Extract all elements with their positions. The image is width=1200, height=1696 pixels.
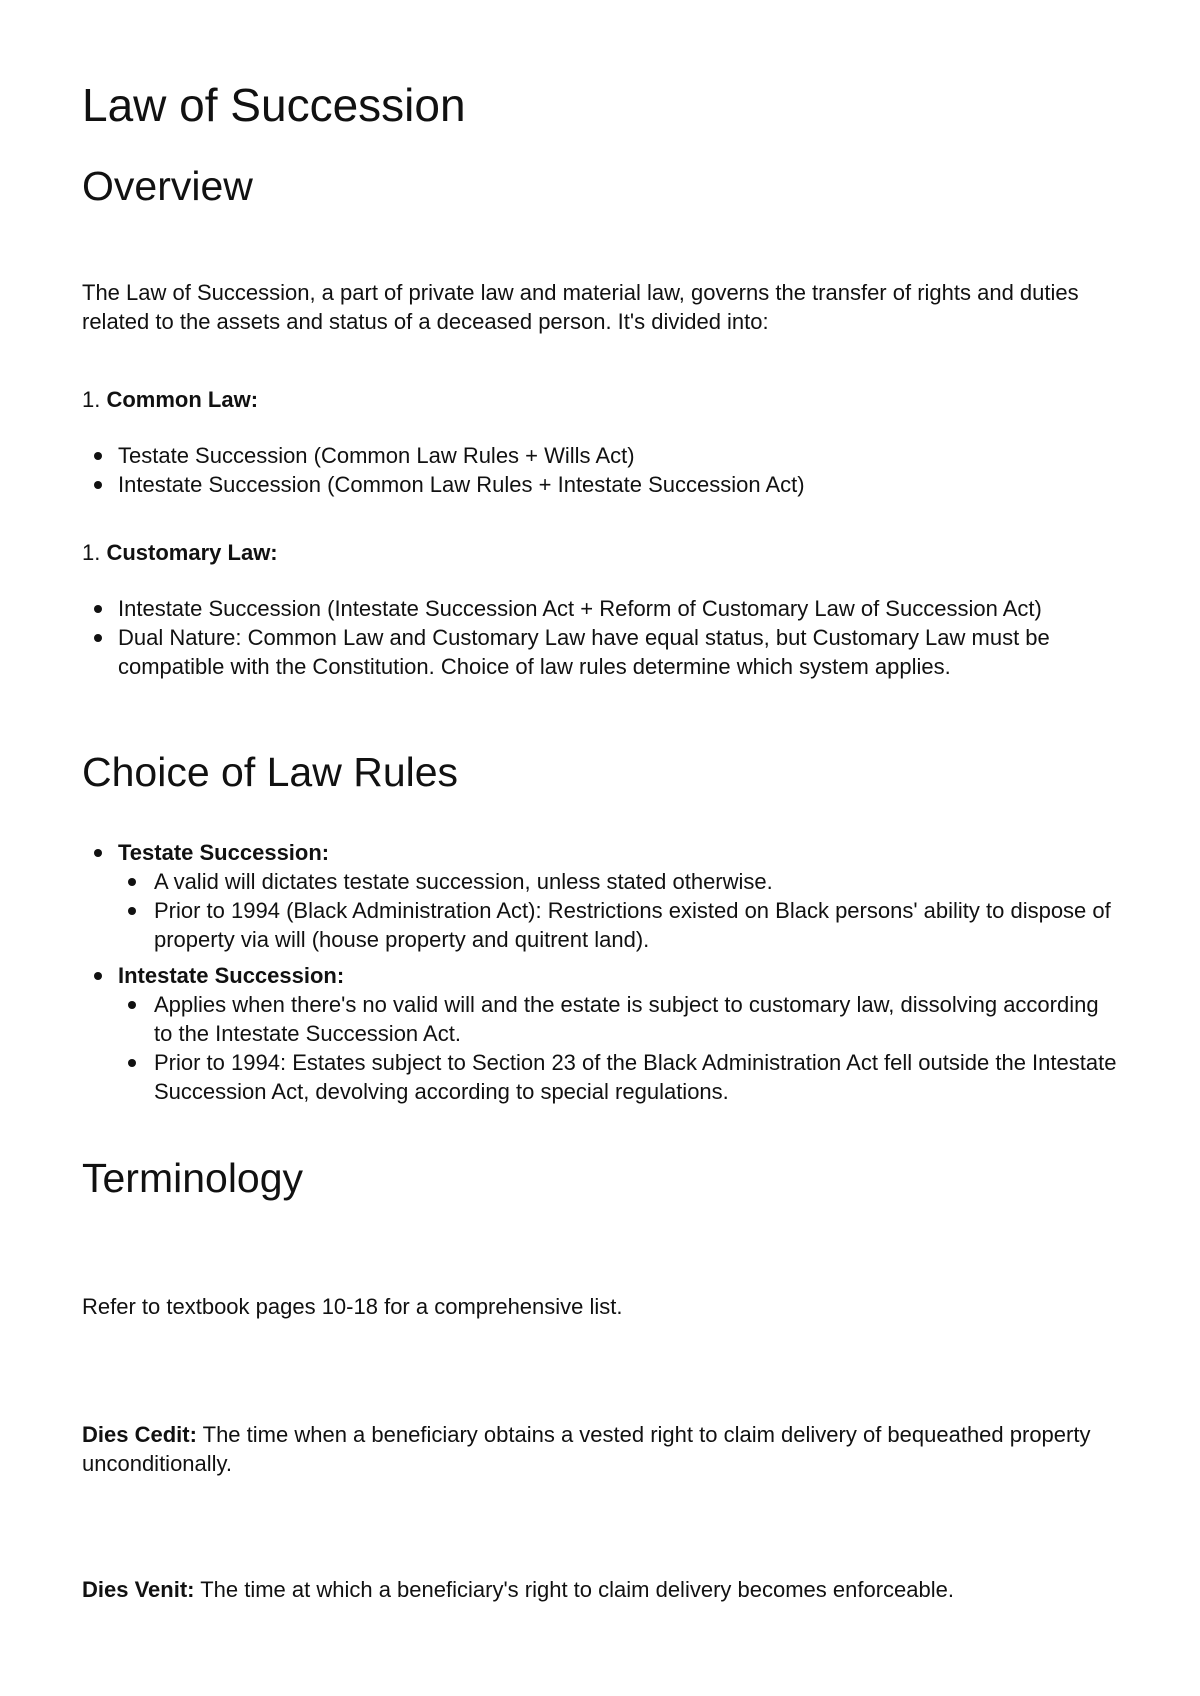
term-definition: The time at which a beneficiary's right to claim delivery becomes enforceable. bbox=[194, 1577, 954, 1602]
sublist-item-text: Applies when there's no valid will and the estate is subject to customary law, dissolving according to the Intestate Succession Act. bbox=[154, 992, 1099, 1046]
list-item bbox=[82, 594, 1122, 623]
list-item-text: Intestate Succession (Intestate Succession Act + Reform of Customary Law of Succession Act) bbox=[118, 596, 1042, 621]
term-dies-cedit bbox=[82, 1420, 1122, 1478]
sublist-item bbox=[118, 1048, 1122, 1106]
list-item bbox=[82, 623, 1122, 681]
list-item-text: Intestate Succession (Common Law Rules + Intestate Succession Act) bbox=[118, 472, 805, 497]
overview-heading: Overview bbox=[82, 163, 253, 209]
bullet-icon bbox=[128, 907, 136, 915]
list-item-text: Dual Nature: Common Law and Customary Law have equal status, but Customary Law must be compatible with the Constitution. Choice of law rules determine which system applies. bbox=[118, 625, 1050, 679]
customary-law-label: Customary Law: bbox=[106, 540, 278, 565]
list-item bbox=[82, 441, 1122, 470]
sublist-item bbox=[118, 867, 1122, 896]
testate-label: Testate Succession: bbox=[118, 840, 330, 865]
sublist-item bbox=[118, 896, 1122, 954]
term-definition: The time when a beneficiary obtains a vested right to claim delivery of bequeathed property unconditionally. bbox=[82, 1422, 1091, 1476]
common-law-heading bbox=[82, 385, 258, 414]
bullet-icon bbox=[94, 481, 102, 489]
sublist-item-text: A valid will dictates testate succession, unless stated otherwise. bbox=[154, 869, 773, 894]
testate-sublist bbox=[118, 867, 1122, 954]
customary-law-list bbox=[82, 594, 1122, 681]
bullet-icon bbox=[94, 972, 102, 980]
bullet-icon bbox=[128, 1059, 136, 1067]
overview-intro: The Law of Succession, a part of private law and material law, governs the transfer of rights and duties related to the assets and status of a deceased person. It's divided into: bbox=[82, 280, 1079, 334]
bullet-icon bbox=[128, 1001, 136, 1009]
list-number: 1. bbox=[82, 387, 101, 412]
list-item-testate bbox=[82, 838, 1122, 961]
bullet-icon bbox=[94, 452, 102, 460]
terminology-reference: Refer to textbook pages 10-18 for a comprehensive list. bbox=[82, 1294, 623, 1319]
sublist-item-text: Prior to 1994: Estates subject to Section 23 of the Black Administration Act fell outside the Intestate Succession Act, devolving according to special regulations. bbox=[154, 1050, 1117, 1104]
bullet-icon bbox=[128, 878, 136, 886]
terminology-heading: Terminology bbox=[82, 1155, 304, 1201]
intestate-sublist bbox=[118, 990, 1122, 1106]
list-item-intestate bbox=[82, 961, 1122, 1106]
customary-law-heading bbox=[82, 538, 278, 567]
bullet-icon bbox=[94, 849, 102, 857]
choice-of-law-heading: Choice of Law Rules bbox=[82, 749, 459, 795]
term-label: Dies Cedit: bbox=[82, 1422, 197, 1447]
common-law-label: Common Law: bbox=[106, 387, 259, 412]
choice-of-law-list bbox=[82, 838, 1122, 1106]
bullet-icon bbox=[94, 634, 102, 642]
common-law-list bbox=[82, 441, 1122, 499]
list-item-text: Testate Succession (Common Law Rules + Wills Act) bbox=[118, 443, 635, 468]
document-title: Law of Succession bbox=[82, 79, 466, 131]
term-dies-venit bbox=[82, 1575, 1122, 1604]
bullet-icon bbox=[94, 605, 102, 613]
list-item bbox=[82, 470, 1122, 499]
intestate-label: Intestate Succession: bbox=[118, 963, 345, 988]
term-label: Dies Venit: bbox=[82, 1577, 195, 1602]
list-number: 1. bbox=[82, 540, 101, 565]
sublist-item bbox=[118, 990, 1122, 1048]
sublist-item-text: Prior to 1994 (Black Administration Act): Restrictions existed on Black persons' ability to dispose of property via will (house property and quitrent land). bbox=[154, 898, 1111, 952]
